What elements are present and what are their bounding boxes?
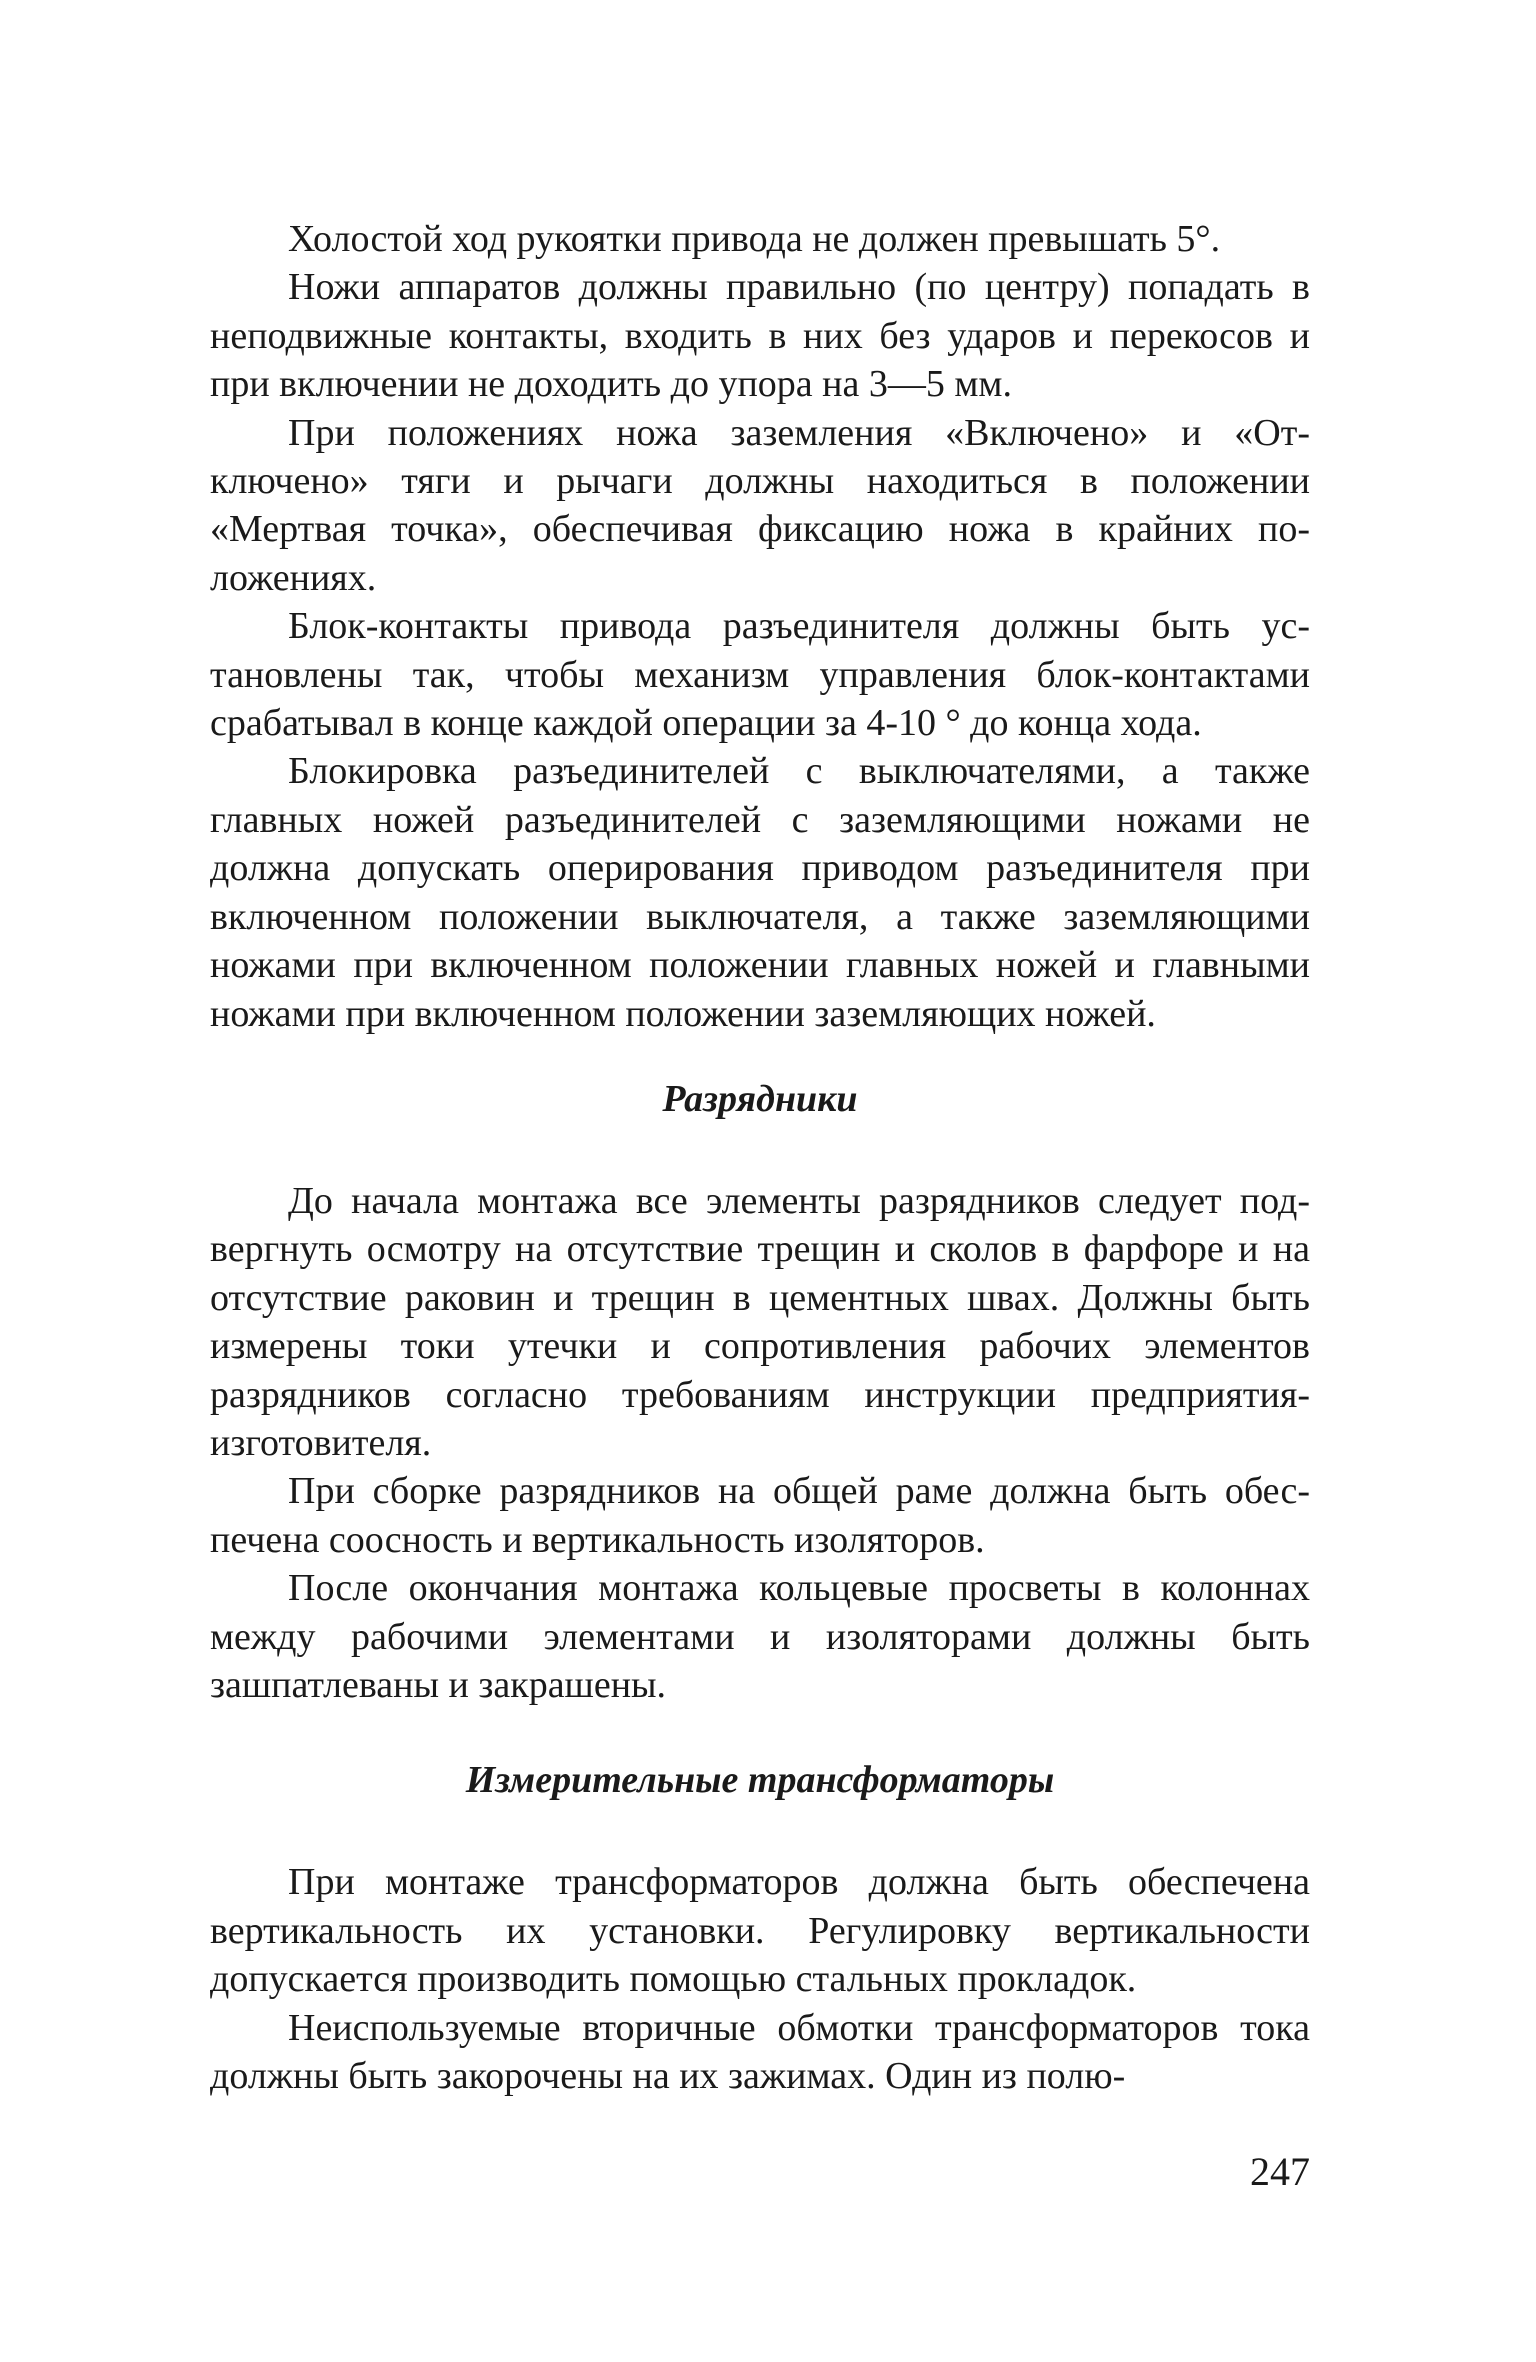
page-body — [210, 215, 1310, 2100]
paragraph-arrester-assembly: При сборке разрядников на общей раме должна быть обеспечена соосность и вертикальность изоляторов. — [210, 1470, 1310, 1561]
paragraph-secondary-windings: Неиспользуемые вторичные обмотки трансформаторов тока должны быть закорочены на их зажимах. Один из полю- — [210, 2006, 1310, 2097]
paragraph-transformer-verticality: При монтаже трансформаторов должна быть обеспечена вертикальность их установки. Регулировку вертикальности допускается производить помощью стальных прокладок. — [210, 1861, 1310, 2001]
paragraph-block-contacts: Блок-контакты привода разъединителя должны быть установлены так, чтобы механизм управления блок-контактами срабатывал в конце каждой операции за 4-10 ° до конца хода. — [210, 605, 1310, 745]
paragraph-knives-contacts: Ножи аппаратов должны правильно (по центру) попадать в неподвижные контакты, входить в них без ударов и перекосов и при включении не доходить до упора на 3—5 мм. — [210, 266, 1310, 406]
section-heading-arresters: Разрядники — [662, 1077, 858, 1120]
paragraph-arrester-inspection: До начала монтажа все элементы разрядников следует подвергнуть осмотру на отсутствие трещин и сколов в фарфоре и на отсутствие раковин и трещин в цементных швах. Должны быть измерены токи утечки и сопротивления рабочих элементов разрядников согласно требованиям инструкции предприятия-изготовителя. — [210, 1179, 1310, 1464]
section-heading-instrument-transformers: Измерительные трансформаторы — [465, 1759, 1055, 1802]
paragraph-interlocking: Блокировка разъединителей с выключателями, а также главных ножей разъединителей с заземляющими ножами не должна допускать оперирования приводом разъединителя при включенном положении выключателя, а также заземляющими ножами при включенном положении главных ножей и главными ножами при включенном положении заземляющих ножей. — [210, 750, 1310, 1035]
paragraph-grounding-knife: При положениях ножа заземления «Включено» и «Отключено» тяги и рычаги должны находиться в положении «Мертвая точка», обеспечивая фиксацию ножа в крайних положениях. — [210, 411, 1310, 599]
paragraph-idle-travel: Холостой ход рукоятки привода не должен превышать 5°. — [288, 218, 1221, 260]
paragraph-arrester-sealing: После окончания монтажа кольцевые просветы в колоннах между рабочими элементами и изоляторами должны быть зашпатлеваны и закрашены. — [210, 1567, 1310, 1706]
page-number: 247 — [1250, 2149, 1310, 2194]
